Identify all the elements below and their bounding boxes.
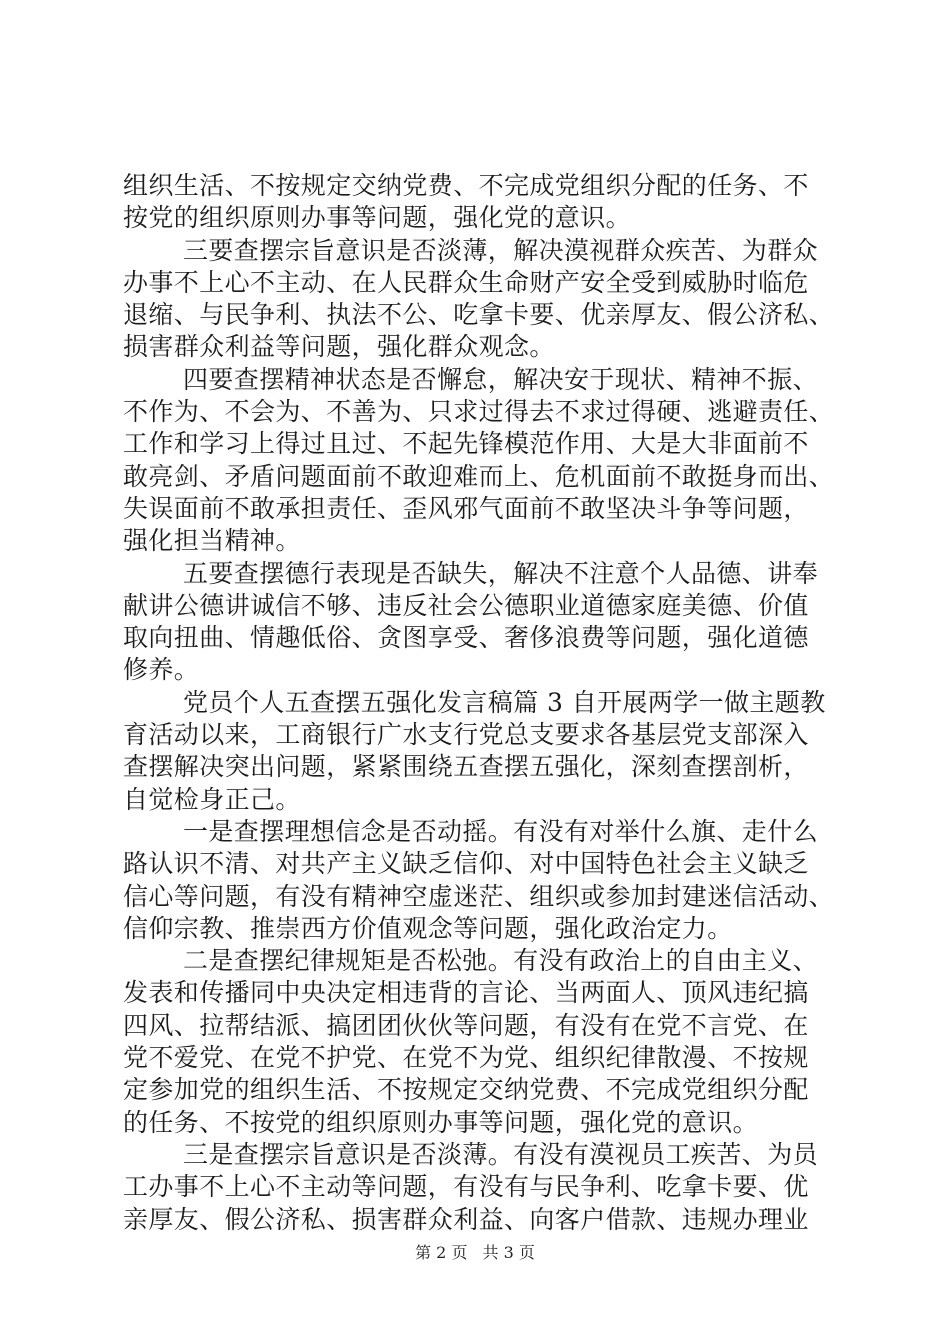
- text-line: 献讲公德讲诚信不够、违反社会公德职业道德家庭美德、价值: [123, 590, 809, 620]
- text-line: 三是查摆宗旨意识是否淡薄。有没有漠视员工疾苦、为员: [183, 1139, 819, 1169]
- text-line: 党不爱党、在党不护党、在党不为党、组织纪律散漫、不按规: [123, 1043, 809, 1073]
- text-line: 修养。: [123, 655, 200, 685]
- text-line: 按党的组织原则办事等问题，强化党的意识。: [123, 203, 632, 233]
- text-line: 发表和传播同中央决定相违背的言论、当两面人、顶风违纪搞: [123, 978, 809, 1008]
- page-total: 共 3 页: [482, 1243, 535, 1262]
- text-line: 不作为、不会为、不善为、只求过得去不求过得硬、逃避责任、: [123, 397, 835, 427]
- text-line: 的任务、不按党的组织原则办事等问题，强化党的意识。: [123, 1107, 759, 1137]
- text-line: 四要查摆精神状态是否懈怠，解决安于现状、精神不振、: [183, 364, 819, 394]
- text-line: 办事不上心不主动、在人民群众生命财产安全受到威胁时临危: [123, 267, 809, 297]
- text-line: 取向扭曲、情趣低俗、贪图享受、奢侈浪费等问题，强化道德: [123, 623, 809, 653]
- text-line: 组织生活、不按规定交纳党费、不完成党组织分配的任务、不: [123, 171, 809, 200]
- text-line: 信心等问题，有没有精神空虚迷茫、组织或参加封建迷信活动、: [123, 881, 835, 911]
- text-line: 育活动以来，工商银行广水支行党总支要求各基层党支部深入: [123, 720, 809, 750]
- text-line: 工作和学习上得过且过、不起先锋模范作用、大是大非面前不: [123, 429, 809, 459]
- text-line: 党员个人五查摆五强化发言稿篇 3 自开展两学一做主题教: [183, 687, 826, 717]
- text-line: 信仰宗教、推崇西方价值观念等问题，强化政治定力。: [123, 913, 733, 943]
- text-line: 二是查摆纪律规矩是否松弛。有没有政治上的自由主义、: [183, 946, 819, 976]
- text-line: 定参加党的组织生活、不按规定交纳党费、不完成党组织分配: [123, 1075, 809, 1105]
- text-line: 查摆解决突出问题，紧紧围绕五查摆五强化，深刻查摆剖析，: [123, 752, 809, 782]
- text-line: 一是查摆理想信念是否动摇。有没有对举什么旗、走什么: [183, 816, 819, 846]
- page-number: 第 2 页: [415, 1243, 468, 1262]
- text-line: 失误面前不敢承担责任、歪风邪气面前不敢坚决斗争等问题，: [123, 493, 809, 523]
- text-line: 四风、拉帮结派、搞团团伙伙等问题，有没有在党不言党、在: [123, 1010, 809, 1040]
- document-body: [123, 170, 843, 1236]
- text-line: 损害群众利益等问题，强化群众观念。: [123, 332, 555, 362]
- text-line: 强化担当精神。: [123, 526, 301, 556]
- text-line: 三要查摆宗旨意识是否淡薄，解决漠视群众疾苦、为群众: [183, 235, 819, 265]
- text-line: 亲厚友、假公济私、损害群众利益、向客户借款、违规办理业: [123, 1204, 809, 1234]
- text-line: 自觉检身正己。: [123, 784, 301, 814]
- text-line: 工办事不上心不主动等问题，有没有与民争利、吃拿卡要、优: [123, 1172, 809, 1202]
- text-line: 退缩、与民争利、执法不公、吃拿卡要、优亲厚友、假公济私、: [123, 300, 835, 330]
- text-line: 路认识不清、对共产主义缺乏信仰、对中国特色社会主义缺乏: [123, 849, 809, 879]
- page-footer: [0, 1240, 950, 1263]
- text-line: 五要查摆德行表现是否缺失，解决不注意个人品德、讲奉: [183, 558, 819, 588]
- text-line: 敢亮剑、矛盾问题面前不敢迎难而上、危机面前不敢挺身而出、: [123, 461, 835, 491]
